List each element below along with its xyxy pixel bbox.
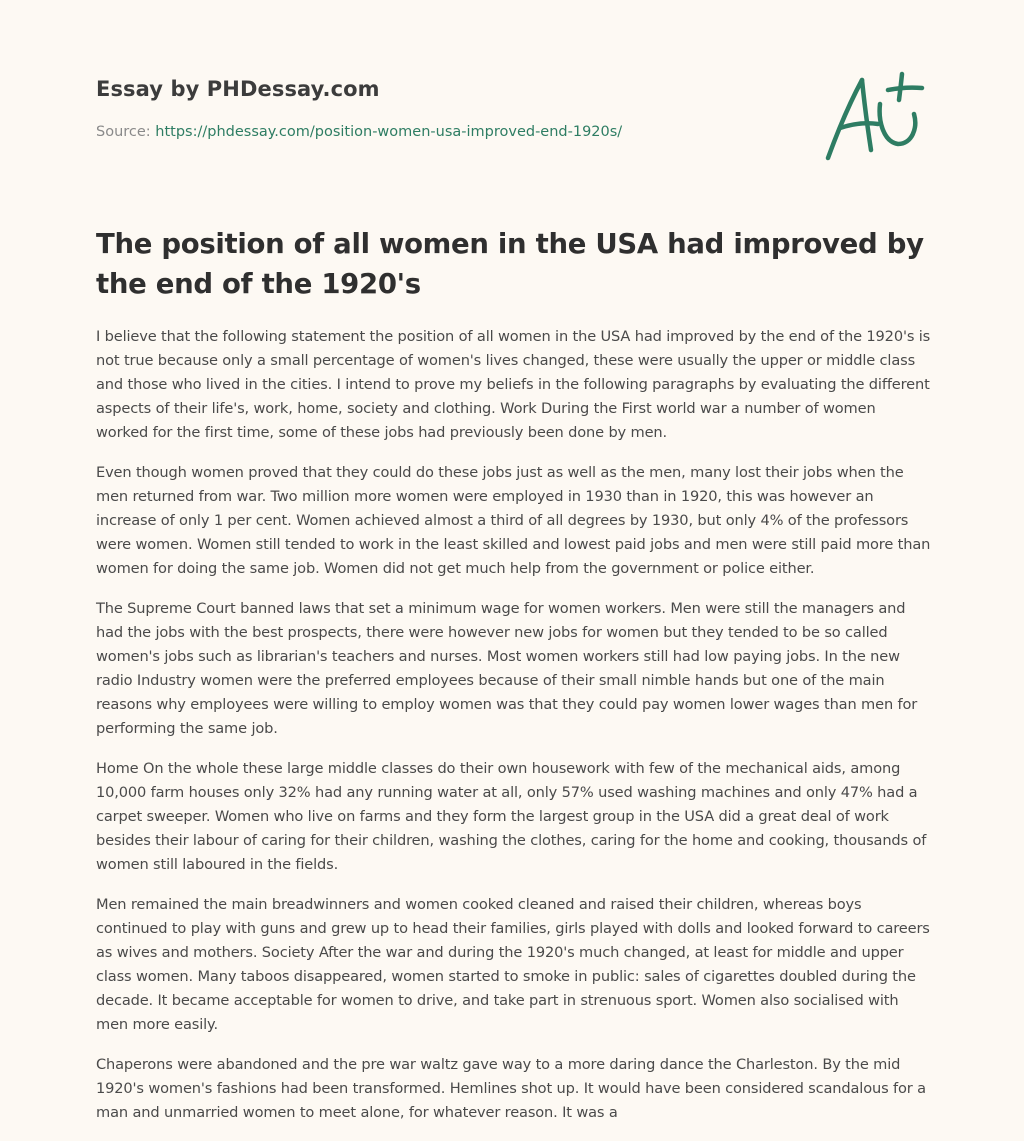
- source-label: Source:: [96, 124, 151, 140]
- site-title: Essay by PHDessay.com: [96, 77, 380, 101]
- source-link[interactable]: https://phdessay.com/position-women-usa-improved-end-1920s/: [155, 124, 623, 140]
- essay-body: [96, 325, 932, 1141]
- essay-title: The position of all women in the USA had improved by the end of the 1920's: [96, 228, 924, 300]
- essay-paragraph: Chaperons were abandoned and the pre war waltz gave way to a more daring dance the Charleston. By the mid 1920's women's fashions had been transformed. Hemlines shot up. It would have been considered scandalous for a man and unmarried women to meet alone, for whatever reason. It was a: [96, 1056, 926, 1121]
- a-plus-logo-icon: [822, 70, 926, 164]
- essay-page: [96, 0, 932, 1140]
- essay-paragraph: The Supreme Court banned laws that set a minimum wage for women workers. Men were still the managers and had the jobs with the best prospects, there were however new jobs for women but they tended to be so called women's jobs such as librarian's teachers and nurses. Most women workers still had low paying jobs. In the new radio Industry women were the preferred employees because of their small nimble hands but one of the main reasons why employees were willing to employ women was that they could pay women lower wages than men for performing the same job.: [96, 600, 918, 737]
- essay-paragraph: Men remained the main breadwinners and women cooked cleaned and raised their children, whereas boys continued to play with guns and grew up to head their families, girls played with dolls and looked forward to careers as wives and mothers. Society After the war and during the 1920's much changed, at least for middle and upper class women. Many taboos disappeared, women started to smoke in public: sales of cigarettes doubled during the decade. It became acceptable for women to drive, and take part in strenuous sport. Women also socialised with men more easily.: [96, 896, 930, 1033]
- source-line: [96, 124, 622, 140]
- essay-paragraph: Home On the whole these large middle classes do their own housework with few of the mechanical aids, among 10,000 farm houses only 32% had any running water at all, only 57% used washing machines and only 47% had a carpet sweeper. Women who live on farms and they form the largest group in the USA did a great deal of work besides their labour of caring for their children, washing the clothes, caring for the home and cooking, thousands of women still laboured in the fields.: [96, 760, 927, 873]
- essay-paragraph: Even though women proved that they could do these jobs just as well as the men, many lost their jobs when the men returned from war. Two million more women were employed in 1930 than in 1920, this was however an increase of only 1 per cent. Women achieved almost a third of all degrees by 1930, but only 4% of the professors were women. Women still tended to work in the least skilled and lowest paid jobs and men were still paid more than women for doing the same job. Women did not get much help from the government or police either.: [96, 464, 931, 577]
- essay-paragraph: I believe that the following statement the position of all women in the USA had improved by the end of the 1920's is not true because only a small percentage of women's lives changed, these were usually the upper or middle class and those who lived in the cities. I intend to prove my beliefs in the following paragraphs by evaluating the different aspects of their life's, work, home, society and clothing. Work During the First world war a number of women worked for the first time, some of these jobs had previously been done by men.: [96, 328, 931, 441]
